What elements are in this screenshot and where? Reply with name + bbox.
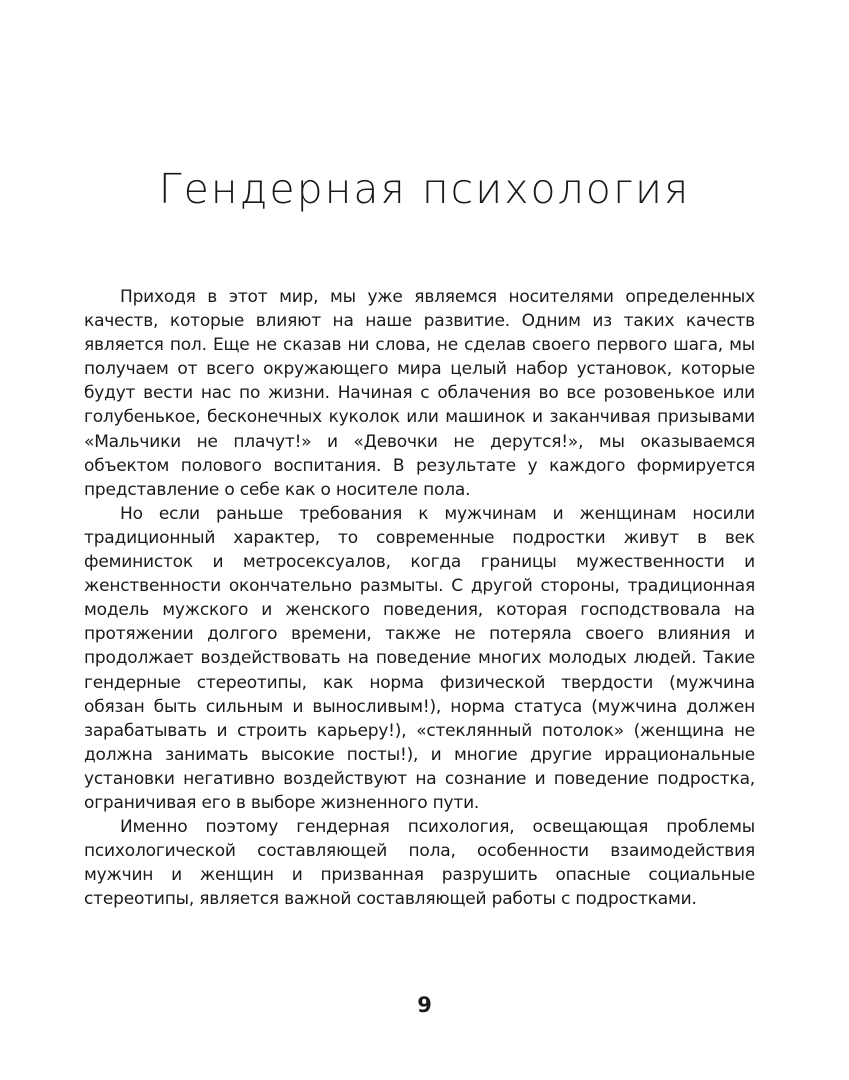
chapter-title: Гендерная психология <box>158 165 691 213</box>
paragraph-2: Но если раньше требования к мужчинам и женщинам носили традиционный характер, то современные подростки живут в век феминисток и метросексуалов, когда границы мужественности и женственности окончательно размыты. С другой стороны, традиционная модель мужского и женского поведения, которая господствовала на протяжении долгого времени, также не потеряла своего влияния и продолжает воздействовать на поведение многих молодых людей. Такие гендерные стереотипы, как норма физической твердости (мужчина обязан быть сильным и выносливым!), норма статуса (мужчина должен зарабатывать и строить карьеру!), «стеклянный потолок» (женщина не должна занимать высокие посты!), и многие другие иррациональные установки негативно воздействуют на сознание и поведение подростка, ограничивая его в выборе жизненного пути. <box>84 503 755 813</box>
paragraph-1: Приходя в этот мир, мы уже являемся носителями определенных качеств, которые влияют на наше развитие. Одним из таких качеств является пол. Еще не сказав ни слова, не сделав своего первого шага, мы получаем от всего окружающего мира целый набор установок, которые будут вести нас по жизни. Начиная с облачения во все розовенькое или голубенькое, бесконечных куколок или машинок и заканчивая призывами «Мальчики не плачут!» и «Девочки не дерутся!», мы оказываемся объектом полового воспитания. В результате у каждого формируется представление о себе как о носителе пола. <box>84 287 755 500</box>
body-text <box>84 285 755 911</box>
paragraph-3: Именно поэтому гендерная психология, освещающая проблемы психологической составляющей пола, особенности взаимодействия мужчин и женщин и призванная разрушить опасные социальные стереотипы, является важной составляющей работы с подростками. <box>84 817 755 910</box>
page-number: 9 <box>417 993 432 1017</box>
